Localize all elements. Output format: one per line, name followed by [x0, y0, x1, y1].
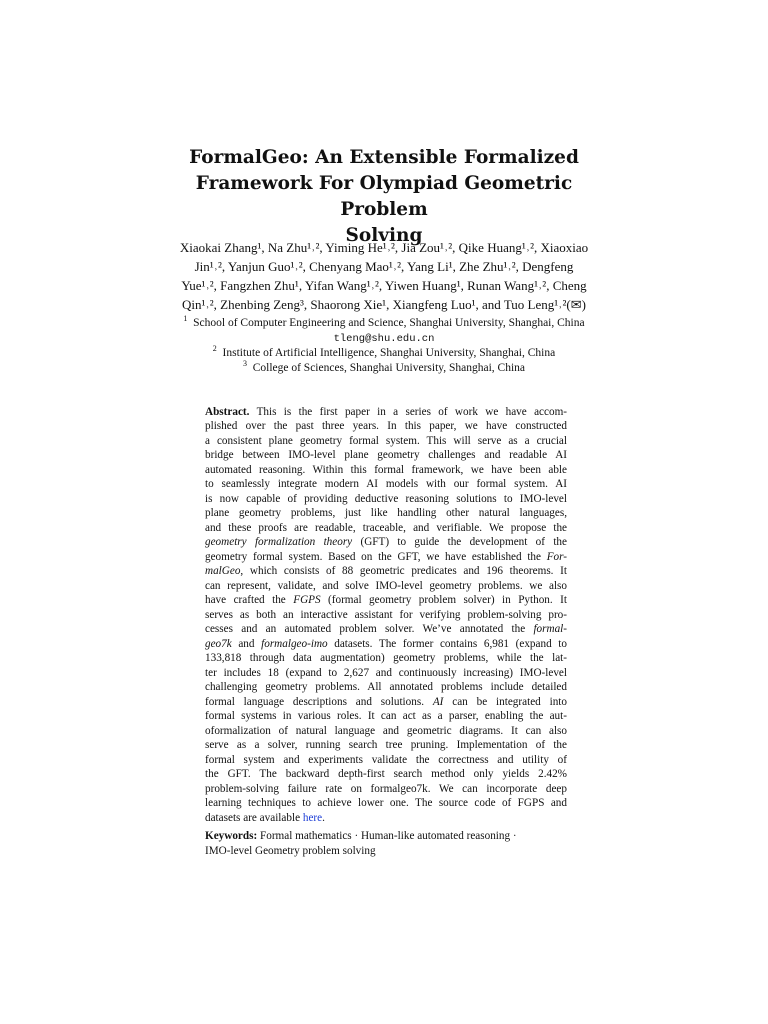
abstract-line: problem-solving failure rate on formalgeo7k. We can incorporate deep [205, 782, 567, 795]
abstract-line: cesses and an automated problem solver. We’ve annotated the formal- [205, 623, 567, 636]
keywords-line-2: IMO-level Geometry problem solving [205, 844, 376, 857]
abstract-line: have crafted the FGPS (formal geometry problem solver) in Python. It [205, 594, 567, 607]
paper-title [160, 145, 608, 249]
keywords-line-1: Keywords: Formal mathematics · Human-like automated reasoning · [205, 830, 517, 842]
abstract-label: Abstract. [205, 406, 250, 418]
abstract-line: formal language descriptions and solutions. AI can be integrated into [205, 695, 567, 708]
abstract-line: to seamlessly integrate modern AI models with our formal system. AI [205, 478, 567, 491]
abstract-line: is now capable of providing deductive reasoning solutions to IMO-level [205, 492, 567, 505]
title-line-1: FormalGeo: An Extensible Formalized [189, 147, 579, 168]
abstract-line: serves as both an interactive assistant for verifying problem-solving pro- [205, 608, 567, 621]
abstract-line: challenging geometry problems. All annotated problems include detailed [205, 681, 567, 694]
affiliation-3-text: College of Sciences, Shanghai University, Shanghai, China [252, 361, 526, 374]
abstract-line: plished over the past three years. In this paper, we have constructed [205, 420, 567, 433]
abstract-line: learning techniques to achieve lower one. The source code of FGPS and [205, 797, 567, 810]
abstract-line: serve as a solver, running search tree pruning. Implementation of the [205, 739, 567, 752]
author-line-2: Jin¹˒², Yanjun Guo¹˒², Chenyang Mao¹˒², Yang Li¹, Zhe Zhu¹˒², Dengfeng [194, 259, 574, 274]
abstract [205, 405, 567, 825]
abstract-line: plane geometry problems, just like handling other natural languages, [205, 507, 567, 520]
author-line-1: Xiaokai Zhang¹, Na Zhu¹˒², Yiming He¹˒², Jia Zou¹˒², Qike Huang¹˒², Xiaoxiao [179, 240, 589, 255]
abstract-line: datasets are available here. [205, 811, 325, 824]
keywords [205, 829, 567, 858]
abstract-line: can represent, validate, and solve IMO-level geometry problems. we also [205, 579, 567, 592]
affiliation-2 [160, 346, 608, 361]
abstract-line: a consistent plane geometry formal system. This will serve as a crucial [205, 434, 567, 447]
abstract-line: geometry formalization theory (GFT) to guide the development of the [205, 536, 567, 549]
contact-email[interactable] [160, 331, 608, 347]
title-line-3: Solving [345, 225, 423, 246]
affiliation-2-mark: 2 [212, 344, 217, 354]
abstract-line: formal system and experiments validate the correctness and utility of [205, 753, 567, 766]
abstract-line: oformalization of natural language and geometric diagrams. It can also [205, 724, 567, 737]
abstract-line: formal systems in various roles. It can act as a parser, enabling the aut- [205, 710, 567, 723]
abstract-line: malGeo, which consists of 88 geometric predicates and 196 theorems. It [205, 565, 567, 578]
affiliation-1-text: School of Computer Engineering and Science, Shanghai University, Shanghai, China [193, 317, 585, 329]
abstract-line: ter includes 18 (expand to 2,627 and continuously increasing) IMO-level [205, 666, 567, 679]
abstract-line: geometry formal system. Based on the GFT, we have established the For- [205, 550, 567, 563]
author-line-4: Qin¹˒², Zhenbing Zeng³, Shaorong Xie¹, Xiangfeng Luo¹, and Tuo Leng¹˒²(✉) [182, 297, 586, 312]
title-line-2: Framework For Olympiad Geometric Problem [195, 173, 573, 220]
affiliation-1-mark: 1 [183, 314, 188, 324]
abstract-line: geo7k and formalgeo-imo datasets. The former contains 6,981 (expand to [205, 637, 568, 650]
author-line-3: Yue¹˒², Fangzhen Zhu¹, Yifan Wang¹˒², Yiwen Huang¹, Runan Wang¹˒², Cheng [181, 278, 587, 293]
abstract-line: bridge between IMO-level plane geometry challenges and readable AI [205, 449, 567, 462]
source-code-link[interactable]: here [302, 811, 323, 824]
email-text[interactable]: tleng@shu.edu.cn [333, 332, 435, 345]
affiliation-3 [160, 358, 608, 376]
affiliations [160, 316, 608, 375]
author-list [160, 238, 608, 314]
affiliation-1 [160, 316, 608, 331]
affiliation-3-mark: 3 [242, 358, 247, 368]
abstract-line: and these proofs are readable, traceable, and verifiable. We propose the [205, 521, 567, 534]
abstract-line: Abstract. This is the first paper in a series of work we have accom- [205, 406, 567, 418]
affiliation-2-text: Institute of Artificial Intelligence, Shanghai University, Shanghai, China [222, 347, 556, 359]
abstract-line: the GFT. The backward depth-first search method only yields 2.42% [205, 768, 567, 781]
keywords-label: Keywords: [205, 830, 258, 842]
abstract-line: 133,818 through data augmentation) geometry problems, while the lat- [205, 652, 567, 665]
abstract-line: automated reasoning. Within this formal framework, we have been able [205, 463, 567, 476]
